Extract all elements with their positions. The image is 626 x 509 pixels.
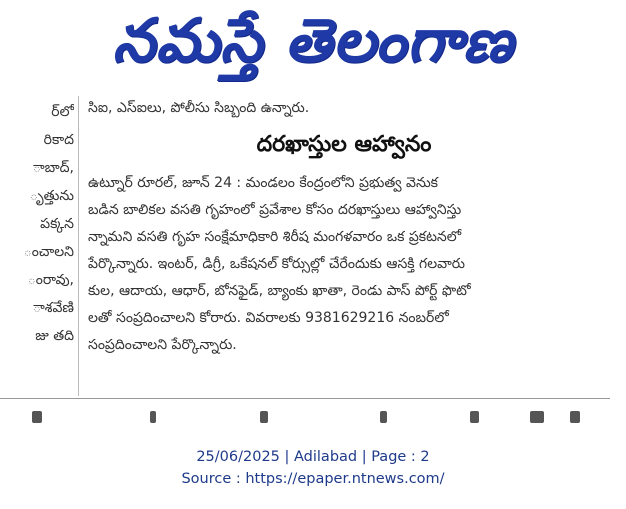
article [84, 96, 604, 359]
left-column-line: ాబాద్‌, [32, 160, 74, 176]
article-body-line: సంప్రదించాలని పేర్కొన్నారు. [88, 337, 237, 353]
article-body-line: కుల, ఆదాయ, ఆధార్‌, బోనఫైడ్‌, బ్యాంకు ఖాతా, రెండు పాస్‌ పోర్ట్‌ ఫొటో [88, 283, 471, 299]
cut-off-text-strip [0, 411, 610, 423]
left-column-line: ంరావు, [27, 272, 74, 288]
article-headline: దరఖాస్తుల ఆహ్వానం [256, 132, 432, 157]
left-column-line: రికాద [43, 132, 74, 148]
newspaper-clipping [0, 88, 610, 423]
source-url: Source : https://epaper.ntnews.com/ [181, 471, 445, 487]
article-body-line: ఉట్నూర్‌ రూరల్‌, జూన్‌ 24 : మండలం కేంద్రంలోని ప్రభుత్వ వెనుక [88, 175, 438, 191]
left-column-fragment [0, 98, 74, 350]
previous-article-line: సిఐ, ఎస్‌ఐలు, పోలీసు సిబ్బంది ఉన్నారు. [88, 100, 310, 116]
source-footer [0, 446, 626, 490]
left-column-line: పక్కన [40, 216, 74, 232]
newspaper-masthead [0, 0, 626, 82]
date-edition-page: 25/06/2025 | Adilabad | Page : 2 [196, 449, 430, 465]
article-body [88, 170, 604, 359]
section-divider [0, 398, 610, 399]
left-column-line: ంచాలని [23, 244, 74, 260]
left-column-line: ృత్తును [29, 188, 74, 204]
article-body-line: న్నామని వసతి గృహ సంక్షేమాధికారి శిరీష మంగళవారం ఒక ప్రకటనలో [88, 229, 462, 245]
article-body-line: లతో సంప్రదించాలని కోరారు. వివరాలకు 9381629216 నంబర్‌లో [88, 310, 449, 326]
article-body-line: పేర్కొన్నారు. ఇంటర్‌, డిగ్రీ, ఒకేషనల్‌ కోర్సుల్లో చేరేందుకు ఆసక్తి గలవారు [88, 256, 465, 272]
left-column-line: ర్‌లో [51, 104, 74, 120]
masthead-title: నమస్తే తెలంగాణ [112, 6, 514, 76]
left-column-line: జు తది [35, 328, 74, 344]
column-divider [78, 96, 79, 396]
left-column-line: ాశవేణి [33, 300, 74, 316]
article-body-line: బడిన బాలికల వసతి గృహంలో ప్రవేశాల కోసం దరఖాస్తులు ఆహ్వానిస్తు [88, 202, 462, 218]
